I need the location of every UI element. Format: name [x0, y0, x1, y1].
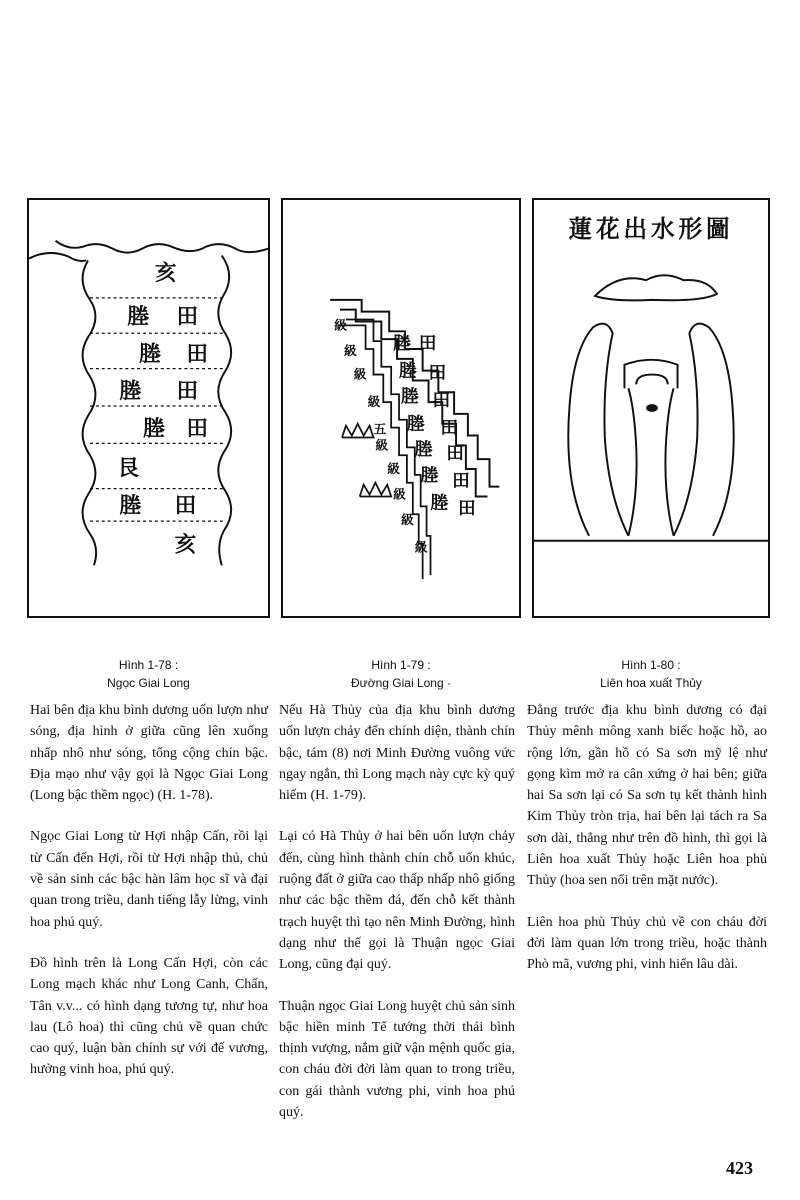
svg-text:田: 田: [446, 444, 464, 465]
svg-text:塍: 塍: [393, 334, 411, 354]
svg-text:塍: 塍: [420, 465, 439, 486]
svg-text:田: 田: [176, 304, 199, 330]
figure-cjk-title: 蓮花出水形圖: [568, 214, 734, 243]
text-column-1: [30, 700, 268, 1101]
paragraph: Ngọc Giai Long từ Hợi nhập Cấn, rồi lại từ Cấn đến Hợi, rồi từ Hợi nhập thủ, chủ về sản sinh các bậc hàn lâm học sĩ và đại quan trong triều, danh tiếng lẫy lừng, vinh hoa phú quý.: [30, 829, 268, 930]
figure-caption-1-78: [27, 656, 270, 692]
svg-text:塍: 塍: [119, 379, 142, 405]
svg-text:田: 田: [186, 416, 209, 442]
paragraph: Đồ hình trên là Long Cấn Hợi, còn các Long mạch khác như Long Canh, Chấn, Tân v.v... có hình dạng tương tự, như hoa lau (Lô hoa) thì cũng chủ về quan chức cao quý, luận bàn chính sự với đế vương, hưởng vinh hoa, phú quý.: [30, 955, 268, 1078]
svg-text:級: 級: [401, 513, 414, 529]
caption-number: Hình 1-80 :: [621, 658, 681, 672]
figure-caption-1-79: [281, 656, 521, 692]
svg-text:級: 級: [387, 461, 401, 477]
lien-hoa-xuat-thuy-diagram: [534, 200, 768, 616]
svg-text:級: 級: [375, 438, 389, 454]
caption-title: Ngọc Giai Long: [107, 676, 190, 690]
caption-number: Hình 1-79 :: [371, 658, 431, 672]
svg-text:級: 級: [367, 395, 381, 411]
svg-text:級: 級: [353, 367, 367, 383]
paragraph: Đằng trước địa khu bình dương có đại Thủy mênh mông xanh biếc hoặc hồ, ao rộng lớn, gần hồ có Sa sơn mỹ lệ như gọng kìm mở ra cân xứng ở hai bên; giữa hai Sa sơn lại có Sa sơn tụ kết thành hình Kim Thủy tròn trịa, hai bên lại tách ra Sa sơn dài, thẳng như trên đồ hình, thì gọi là Liên hoa xuất Thủy hoặc Liên hoa phù Thủy (hoa sen nổi trên mặt nước).: [527, 703, 767, 889]
svg-text:級: 級: [414, 540, 428, 556]
svg-text:田: 田: [432, 391, 451, 412]
svg-text:塍: 塍: [127, 304, 149, 330]
figure-lien-hoa-xuat-thuy: [532, 198, 770, 618]
svg-text:塍: 塍: [406, 414, 425, 435]
text-column-3: [527, 700, 767, 996]
svg-text:田: 田: [440, 418, 459, 439]
caption-title: Đường Giai Long ·: [351, 676, 451, 690]
svg-text:塍: 塍: [414, 440, 433, 461]
figure-ngoc-giai-long: [27, 198, 270, 618]
paragraph: Hai bên địa khu bình dương uốn lượn như sóng, địa hình ở giữa cũng lên xuống nhấp nhô như sóng, tổng cộng chín bậc. Địa mạo như vậy gọi là Ngọc Giai Long (Long bậc thềm ngọc) (H. 1-78).: [30, 703, 268, 804]
svg-text:田: 田: [452, 471, 470, 492]
svg-text:田: 田: [176, 379, 199, 405]
svg-text:塍: 塍: [119, 493, 142, 519]
svg-text:田: 田: [186, 341, 209, 367]
svg-text:塍: 塍: [143, 416, 165, 442]
svg-text:五: 五: [373, 422, 387, 438]
svg-text:級: 級: [334, 318, 347, 334]
svg-text:級: 級: [393, 487, 406, 503]
text-column-2: [279, 700, 515, 1143]
svg-text:田: 田: [428, 363, 447, 384]
paragraph: Lại có Hà Thủy ở hai bên uốn lượn chảy đến, cùng hình thành chín chỗ uốn khúc, ruộng đất ở giữa cao thấp nhấp nhô giống như các bậc thềm đá, đến chỗ kết thành trạch huyệt thì tạo nên Minh Đường, hình dạng như thế gọi là Thuận ngọc Giai Long, cũng đại quý.: [279, 829, 515, 973]
svg-text:級: 級: [343, 343, 357, 359]
svg-text:田: 田: [418, 334, 437, 354]
svg-text:塍: 塍: [401, 387, 419, 408]
svg-text:塍: 塍: [430, 493, 449, 514]
caption-title: Liên hoa xuất Thủy: [600, 676, 702, 690]
paragraph: Thuận ngọc Giai Long huyệt chủ sản sinh bậc hiền minh Tể tướng thời thái bình thịnh vượng, nắm giữ vận mệnh quốc gia, con cháu đời đời làm quan to trong triều, con gái thành vương phi, vinh hoa phú quý.: [279, 998, 515, 1121]
duong-giai-long-diagram: [283, 200, 519, 616]
svg-text:塍: 塍: [139, 341, 161, 367]
paragraph: Liên hoa phù Thủy chủ về con cháu đời đời làm quan lớn trong triều, hoặc thành Phò mã, vương phi, vinh hiển lâu dài.: [527, 914, 767, 973]
svg-text:亥: 亥: [174, 532, 197, 558]
paragraph: Nếu Hà Thủy của địa khu bình dương uốn lượn chảy đến chính diện, thành chín bậc, tám (8) nơi Minh Đường vuông vức ngay ngắn, thì Long mạch này cực kỳ quý hiếm (H. 1-79).: [279, 703, 515, 804]
page-number: 423: [726, 1158, 753, 1178]
figure-caption-1-80: [532, 656, 770, 692]
svg-text:田: 田: [174, 493, 197, 519]
figure-duong-giai-long: [281, 198, 521, 618]
svg-text:艮: 艮: [117, 455, 140, 481]
svg-text:田: 田: [458, 499, 476, 520]
ngoc-giai-long-diagram: [29, 200, 268, 616]
svg-text:亥: 亥: [154, 261, 177, 287]
caption-number: Hình 1-78 :: [118, 658, 179, 672]
svg-text:塍: 塍: [399, 361, 417, 382]
